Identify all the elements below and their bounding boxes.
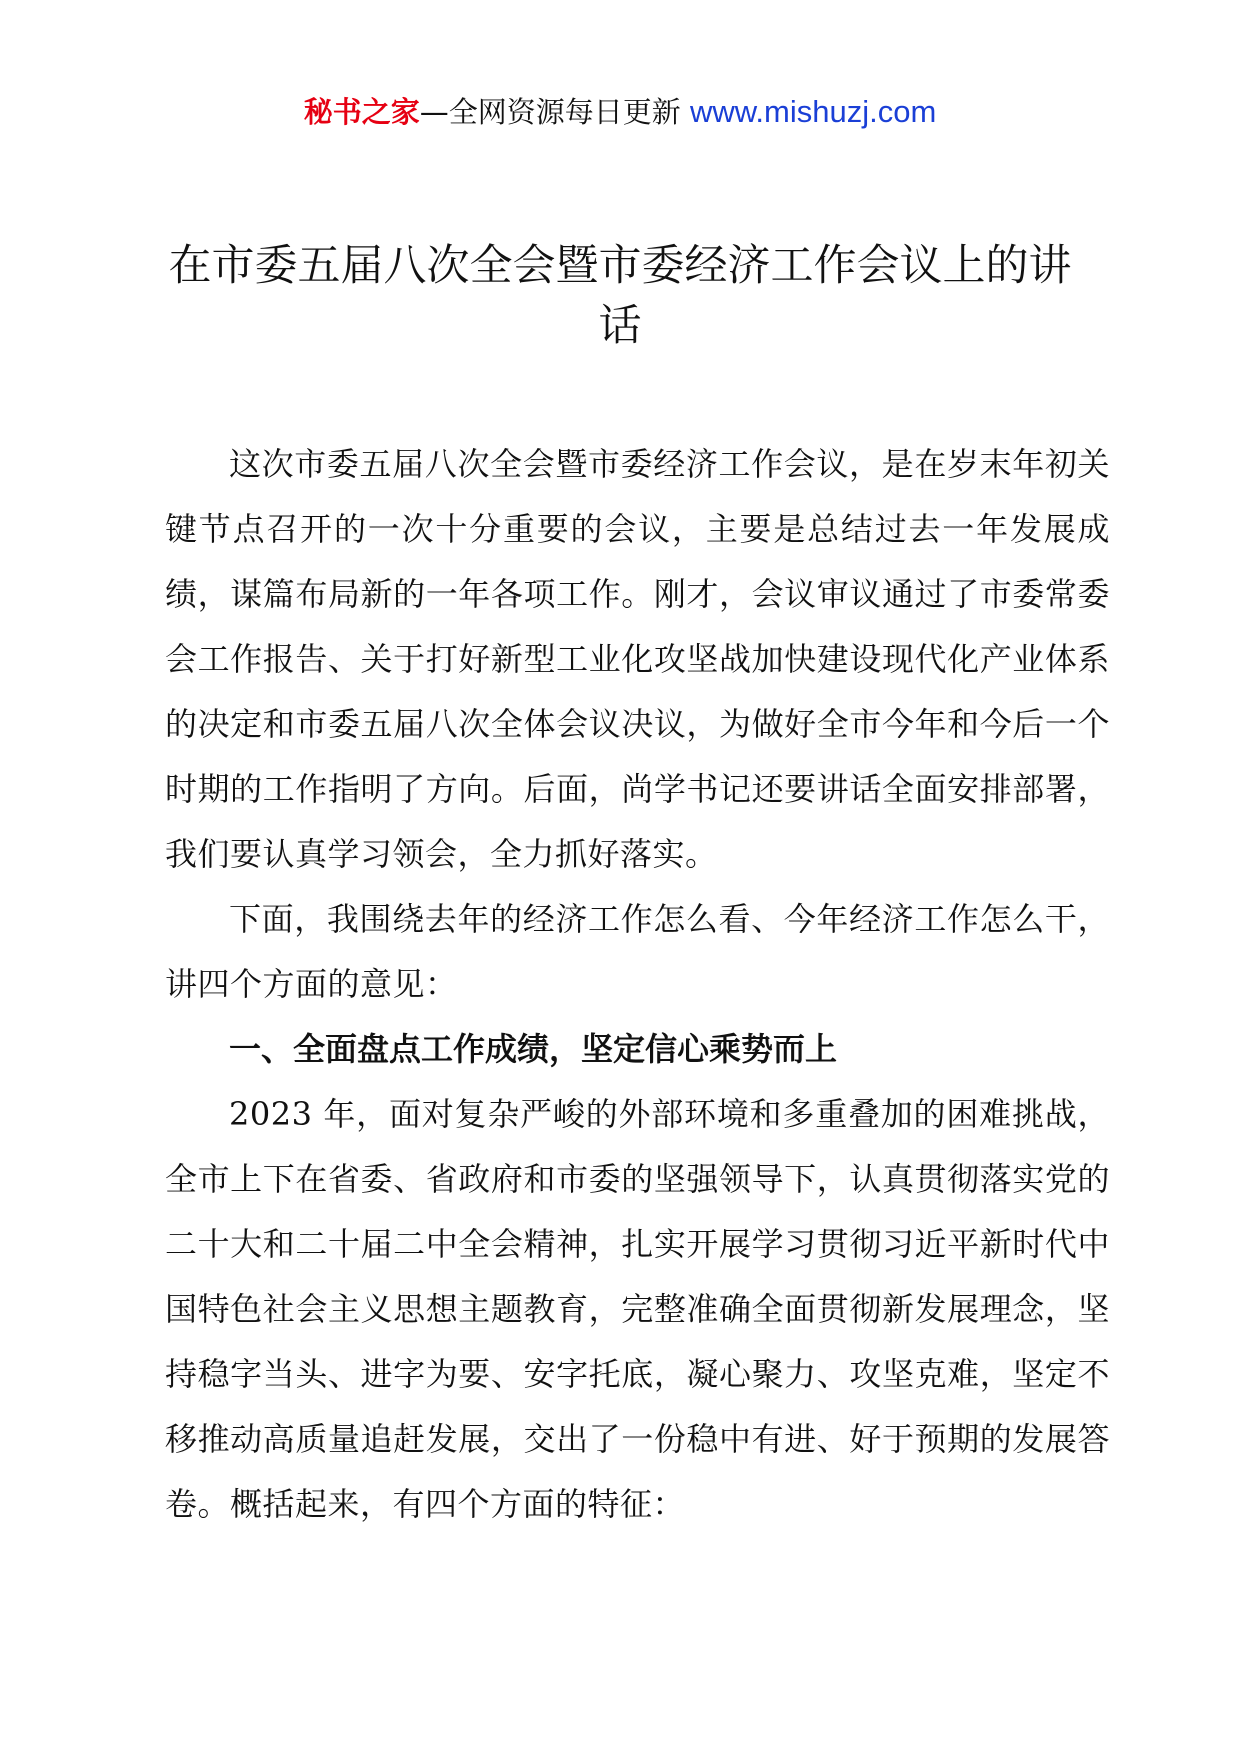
brand-name: 秘书之家 bbox=[303, 95, 420, 129]
site-url-link[interactable]: www.mishuzj.com bbox=[689, 94, 937, 129]
section-heading: 一、全面盘点工作成绩，坚定信心乘势而上 bbox=[229, 1030, 838, 1068]
document-body bbox=[165, 432, 1110, 1537]
site-slogan: —全网资源每日更新 bbox=[419, 95, 690, 129]
paragraph-intro: 这次市委五届八次全会暨市委经济工作会议，是在岁末年初关键节点召开的一次十分重要的会议，主要是总结过去一年发展成绩，谋篇布局新的一年各项工作。刚才，会议审议通过了市委常委会工作报告、关于打好新型工业化攻坚战加快建设现代化产业体系的决定和市委五届八次全体会议决议，为做好全市今年和今后一个时期的工作指明了方向。后面，尚学书记还要讲话全面安排部署，我们要认真学习领会，全力抓好落实。 bbox=[165, 445, 1110, 873]
paragraph-outline: 下面，我围绕去年的经济工作怎么看、今年经济工作怎么干，讲四个方面的意见： bbox=[165, 900, 1110, 1003]
year-number: 2023 bbox=[229, 1095, 313, 1133]
site-header bbox=[0, 92, 1240, 132]
section-paragraph-text: 年，面对复杂严峻的外部环境和多重叠加的困难挑战，全市上下在省委、省政府和市委的坚强领导下，认真贯彻落实党的二十大和二十届二中全会精神，扎实开展学习贯彻习近平新时代中国特色社会主义思想主题教育，完整准确全面贯彻新发展理念，坚持稳字当头、进字为要、安字托底，凝心聚力、攻坚克难，坚定不移推动高质量追赶发展，交出了一份稳中有进、好于预期的发展答卷。概括起来，有四个方面的特征： bbox=[165, 1095, 1110, 1523]
paragraph-section-one bbox=[165, 1082, 1110, 1537]
document-title: 在市委五届八次全会暨市委经济工作会议上的讲话 bbox=[168, 241, 1072, 351]
